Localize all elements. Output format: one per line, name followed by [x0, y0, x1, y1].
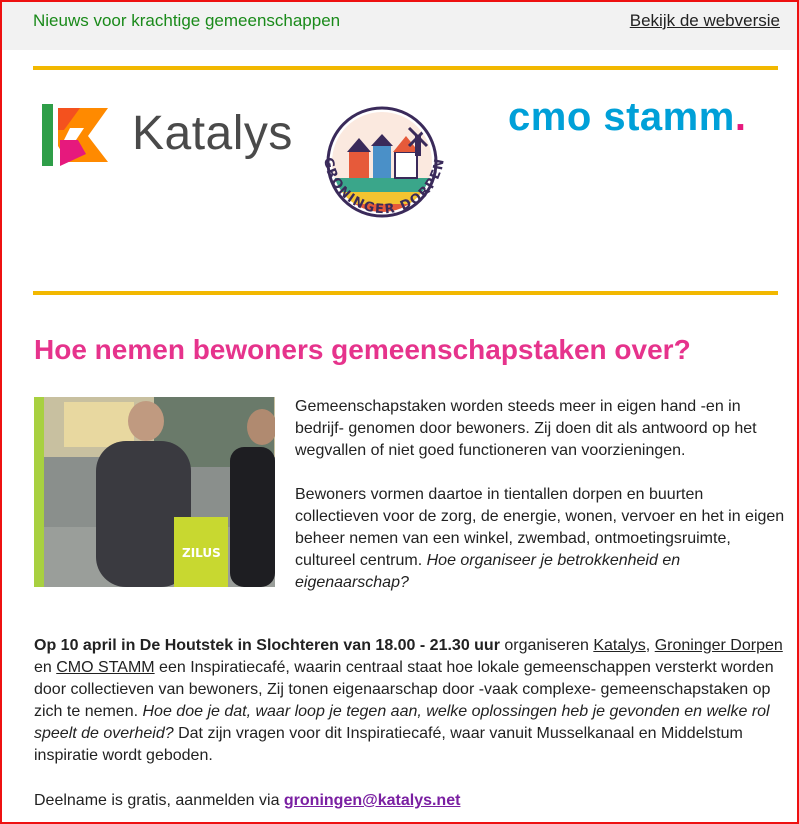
event-text-a: organiseren: [499, 637, 594, 654]
cmo-stamm-dot: .: [734, 95, 747, 139]
katalys-k-icon: [40, 100, 112, 170]
collectives-text: Bewoners vormen daartoe in tientallen dorpen en buurten collectieven voor de zorg, de energie, wonen, vervoer en het in eigen beheer nemen van een winkel, zwembad, ontmoetingsruimte, cultureel centrum.: [295, 486, 785, 569]
tagline: Nieuws voor krachtige gemeenschappen: [33, 11, 341, 30]
webversion-link[interactable]: Bekijk de webversie: [629, 11, 780, 30]
event-paragraph: [34, 635, 784, 767]
collectives-question: Hoe organiseer je betrokkenheid en eigenaarschap?: [295, 552, 681, 591]
cmo-stamm-link[interactable]: CMO STAMM: [56, 659, 155, 676]
katalys-logo: [40, 100, 300, 170]
katalys-link[interactable]: Katalys: [593, 637, 646, 654]
groninger-dorpen-logo: [315, 106, 459, 251]
intro-paragraph: Gemeenschapstaken worden steeds meer in eigen hand -en in bedrijf- genomen door bewoners. Zij doen dit als antwoord op het wegvallen of niet goed functioneren van voorzieningen.: [295, 398, 757, 459]
cmo-stamm-logo: [508, 95, 746, 140]
event-text-b: een Inspiratiecafé, waarin centraal staat hoe lokale gemeenschappen versterkt worden door collectieven van bewoners, Zij tonen eigenaarschap door -vaak complexe- gemeenschapstaken op zich te nemen.: [34, 659, 774, 720]
cmo-stamm-wordmark: cmo stamm: [508, 95, 735, 139]
groninger-dorpen-link[interactable]: Groninger Dorpen: [654, 637, 783, 654]
katalys-wordmark: Katalys: [132, 107, 293, 160]
photo-bag-text: ZILUS: [182, 546, 221, 560]
collectives-paragraph: [295, 484, 785, 594]
divider-top: [33, 66, 778, 70]
groninger-dorpen-text: GRONINGER DORPEN: [320, 156, 449, 218]
event-date-location: Op 10 april in De Houtstek in Slochteren van 18.00 - 21.30 uur: [34, 637, 500, 654]
divider-bottom: [33, 291, 778, 295]
signup-email-link[interactable]: groningen@katalys.net: [283, 792, 461, 809]
signup-text: Deelname is gratis, aanmelden via: [34, 792, 284, 809]
signup-paragraph: [34, 790, 784, 812]
article-title: Hoe nemen bewoners gemeenschapstaken over?: [34, 334, 691, 365]
event-en: en: [34, 659, 57, 676]
event-text-c: Dat zijn vragen voor dit Inspiratiecafé, waar vanuit Musselkanaal en Middelstum inspiratie wordt geboden.: [34, 725, 743, 764]
article-photo: [34, 397, 275, 587]
event-comma: ,: [645, 637, 651, 654]
event-questions: Hoe doe je dat, waar loop je tegen aan, welke oplossingen heb je gevonden en welke rol speelt de overheid?: [34, 703, 770, 742]
top-bar: [2, 2, 797, 50]
